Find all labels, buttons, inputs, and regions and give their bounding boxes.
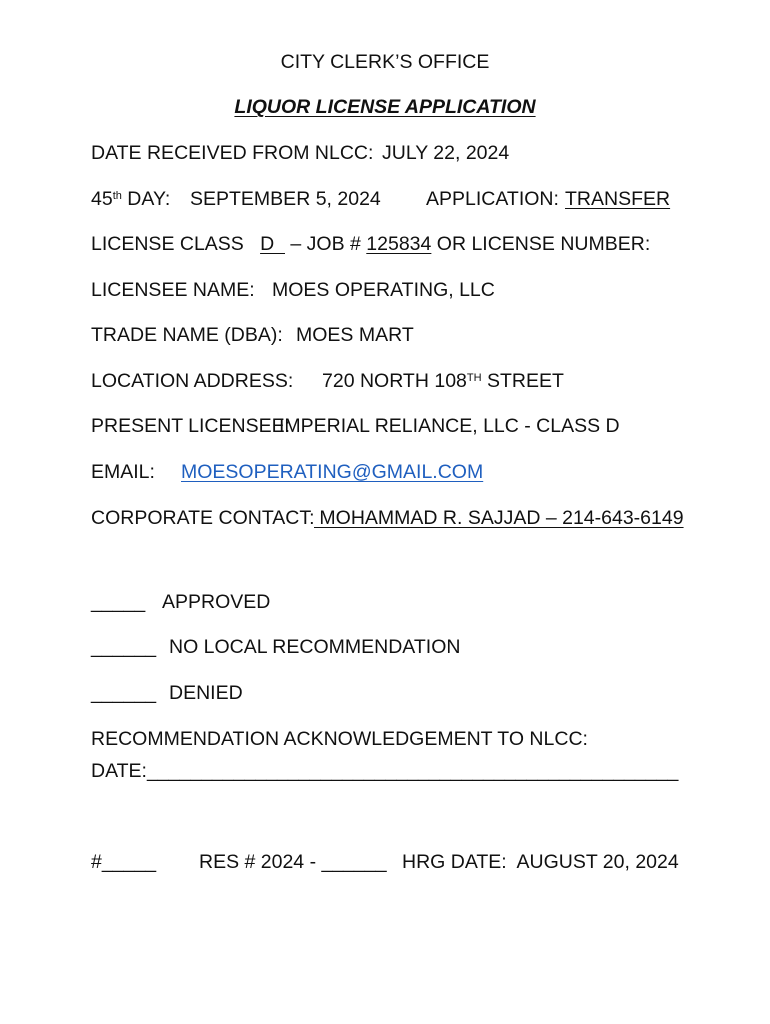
license-class-value: D	[260, 233, 285, 255]
acknowledgement-label: RECOMMENDATION ACKNOWLEDGEMENT TO NLCC:	[91, 728, 588, 750]
resolution-number[interactable]: RES # 2024 - ______	[199, 851, 387, 873]
location-label: LOCATION ADDRESS:	[91, 370, 294, 392]
application-value: TRANSFER	[565, 188, 671, 210]
denied-option: DENIED	[169, 682, 243, 704]
day45-ordinal: th	[112, 190, 122, 202]
number-blank[interactable]: #_____	[91, 851, 157, 873]
job-label: – JOB #	[285, 233, 367, 255]
office-heading: CITY CLERK’S OFFICE	[280, 51, 490, 73]
location-street-number: 720 NORTH 108	[322, 370, 467, 392]
licensee-label: LICENSEE NAME:	[91, 279, 255, 301]
day45-number: 45	[91, 188, 113, 210]
date-received-label: DATE RECEIVED FROM NLCC:	[91, 142, 374, 164]
present-licensee-label: PRESENT LICENSEE:	[91, 415, 291, 437]
date-received-value: JULY 22, 2024	[382, 142, 510, 164]
trade-name-label: TRADE NAME (DBA):	[91, 324, 283, 346]
corporate-contact-label: CORPORATE CONTACT:	[91, 507, 315, 529]
document-title	[0, 95, 770, 119]
denied-blank[interactable]: ______	[91, 682, 157, 704]
day45-value: SEPTEMBER 5, 2024	[190, 188, 381, 210]
no-local-blank[interactable]: ______	[91, 636, 157, 658]
no-local-option: NO LOCAL RECOMMENDATION	[169, 636, 461, 658]
email-link[interactable]: MOESOPERATING@GMAIL.COM	[181, 461, 484, 483]
document-title-text: LIQUOR LICENSE APPLICATION	[234, 96, 536, 118]
location-street-suffix: STREET	[481, 370, 564, 392]
hearing-date: HRG DATE: AUGUST 20, 2024	[402, 851, 679, 873]
location-value	[322, 369, 564, 393]
location-ordinal: TH	[466, 372, 482, 384]
license-class-row	[91, 232, 650, 256]
application-label: APPLICATION:	[426, 188, 559, 210]
license-number-label: OR LICENSE NUMBER:	[431, 233, 651, 255]
corporate-contact-value: MOHAMMAD R. SAJJAD – 214-643-6149	[314, 507, 684, 529]
day45-label: DAY:	[121, 188, 171, 210]
trade-name-value: MOES MART	[296, 324, 414, 346]
approved-blank[interactable]: _____	[91, 591, 146, 613]
acknowledgement-date-line[interactable]: DATE:_________________________________________________	[91, 760, 679, 782]
job-number: 125834	[366, 233, 432, 255]
license-class-label: LICENSE CLASS	[91, 233, 244, 255]
day45-row	[91, 187, 170, 211]
present-licensee-value: IMPERIAL RELIANCE, LLC - CLASS D	[279, 415, 620, 437]
licensee-value: MOES OPERATING, LLC	[272, 279, 495, 301]
email-label: EMAIL:	[91, 461, 155, 483]
approved-option: APPROVED	[162, 591, 271, 613]
